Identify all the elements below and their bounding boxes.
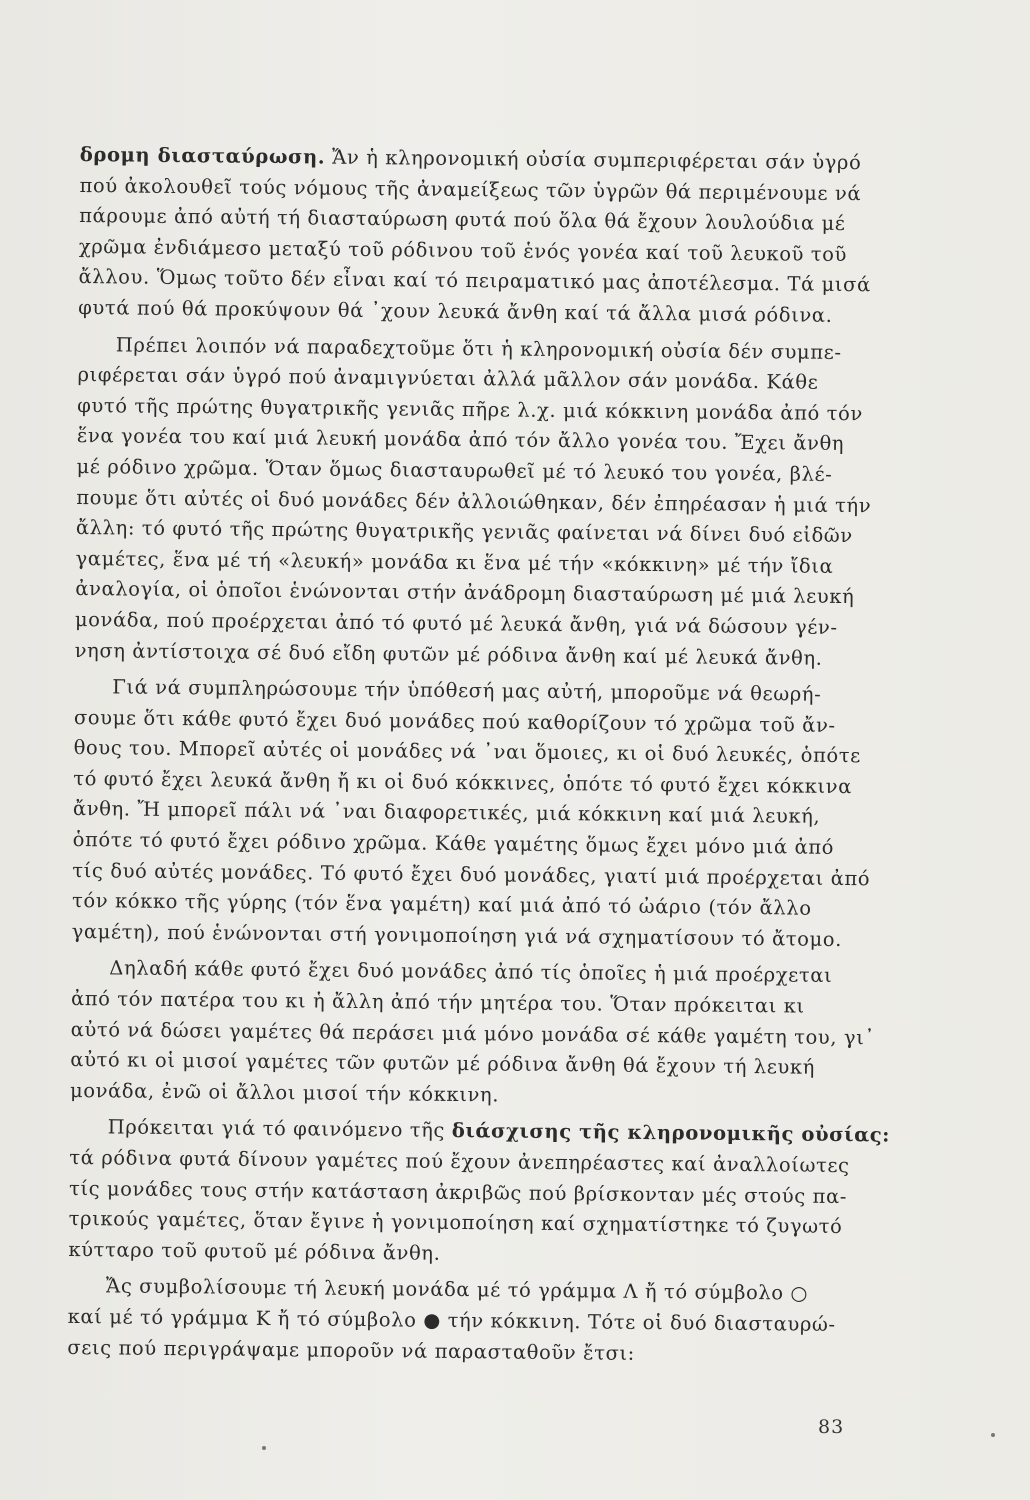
text-line: γαμέτη), πού ἑνώνονται στή γονιμοποίηση γιά νά σχηματίσουν τό ἄτομο. — [71, 919, 843, 951]
text-line: σουμε ὅτι κάθε φυτό ἔχει δυό μονάδες πού καθορίζουν τό χρῶμα τοῦ ἄν- — [73, 705, 836, 737]
page-number: 83 — [818, 1416, 845, 1438]
paragraph — [74, 330, 872, 675]
text-line: πάρουμε ἀπό αὐτή τή διασταύρωση φυτά πού ὅλα θά ἔχουν λουλούδια μέ — [79, 204, 846, 236]
text-line: μονάδα, πού προέρχεται ἀπό τό φυτό μέ λευκά ἄνθη, γιά νά δώσουν γέν- — [74, 607, 838, 639]
text-line: αὐτό νά δώσει γαμέτες θά περάσει μιά μόνο μονάδα σέ κάθε γαμέτη του, γι᾽ — [70, 1017, 875, 1049]
text-line: τόν κόκκο τῆς γύρης (τόν ἕνα γαμέτη) καί μιά ἀπό τό ὠάριο (τόν ἄλλο — [71, 889, 812, 920]
text-line: μονάδα, ἐνῶ οἱ ἄλλοι μισοί τήν κόκκινη. — [69, 1078, 500, 1107]
text-line: ἄνθη. Ἤ μπορεῖ πάλι νά ᾽ναι διαφορετικές, μιά κόκκινη καί μιά λευκή, — [72, 797, 821, 829]
text-line: τίς μονάδες τους στήν κατάσταση ἀκριβῶς πού βρίσκονταν μές στούς πα- — [68, 1176, 848, 1208]
text-line: ριφέρεται σάν ὑγρό πού ἀναμιγνύεται ἀλλά μᾶλλον σάν μονάδα. Κάθε — [77, 363, 819, 394]
text-line: τίς δυό αὐτές μονάδες. Τό φυτό ἔχει δυό μονάδες, γιατί μιά προέρχεται ἀπό — [72, 858, 871, 890]
text-line: τό φυτό ἔχει λευκά ἄνθη ἤ κι οἱ δυό κόκκινες, ὁπότε τό φυτό ἔχει κόκκινα — [73, 766, 853, 798]
paragraph — [69, 953, 875, 1114]
text-line: φυτά πού θά προκύψουν θά ᾽χουν λευκά ἄνθη καί τά ἄλλα μισά ρόδινα. — [78, 295, 833, 327]
text-line: Πρέπει λοιπόν νά παραδεχτοῦμε ὅτι ἡ κληρονομική οὐσία δέν συμπε- — [115, 332, 842, 364]
text-line: καί μέ τό γράμμα Κ ἤ τό σύμβολο ● τήν κόκκινη. Τότε οἱ δυό διασταυρώ- — [67, 1304, 836, 1336]
text-line: πουμε ὅτι αὐτές οἱ δυό μονάδες δέν ἀλλοιώθηκαν, δέν ἐπηρέασαν ἡ μιά τήν — [76, 485, 872, 517]
text-line: ἕνα γονέα του καί μιά λευκή μονάδα ἀπό τόν ἄλλο γονέα του. Ἔχει ἄνθη — [76, 424, 845, 456]
text-line: ὁπότε τό φυτό ἔχει ρόδινο χρῶμα. Κάθε γαμέτης ὅμως ἔχει μόνο μιά ἀπό — [72, 828, 835, 859]
text-line: ἀναλογία, οἱ ὁποῖοι ἑνώνονται στήν ἀνάδρομη διασταύρωση μέ μιά λευκή — [75, 577, 855, 609]
text-line: νηση ἀντίστοιχα σέ δυό εἴδη φυτῶν μέ ρόδινα ἄνθη καί μέ λευκά ἄνθη. — [74, 638, 823, 670]
text-line: μέ ρόδινο χρῶμα. Ὅταν ὅμως διασταυρωθεῖ μέ τό λευκό του γονέα, βλέ- — [76, 454, 833, 486]
text-line: σεις πού περιγράψαμε μποροῦν νά παρασταθοῦν ἔτσι: — [67, 1335, 635, 1365]
bold-term: δρομη διασταύρωση. — [79, 142, 326, 169]
text-line: κύτταρο τοῦ φυτοῦ μέ ρόδινα ἄνθη. — [68, 1237, 441, 1265]
bold-term: διάσχισης τῆς κληρονομικῆς οὐσίας: — [451, 1119, 891, 1147]
text-line: γαμέτες, ἕνα μέ τή «λευκή» μονάδα κι ἕνα μέ τήν «κόκκινη» μέ τήν ἴδια — [75, 546, 834, 578]
text-line: ἄλλη: τό φυτό τῆς πρώτης θυγατρικῆς γενιᾶς φαίνεται νά δίνει δυό εἰδῶν — [75, 516, 853, 548]
body-text — [67, 140, 891, 1377]
text-line: Δηλαδή κάθε φυτό ἔχει δυό μονάδες ἀπό τίς ὁποῖες ἡ μιά προέρχεται — [109, 956, 833, 988]
text-line: ἀπό τόν πατέρα του κι ἡ ἄλλη ἀπό τήν μητέρα του. Ὅταν πρόκειται κι — [70, 986, 805, 1018]
paragraph — [68, 1112, 891, 1273]
text-line: Ἄς συμβολίσουμε τή λευκή μονάδα μέ τό γράμμα Λ ἤ τό σύμβολο ○ — [105, 1274, 809, 1306]
text-run: Ἄν ἡ κληρονομική οὐσία συμπεριφέρεται σάν ὑγρό — [325, 145, 862, 175]
text-line: φυτό τῆς πρώτης θυγατρικῆς γενιᾶς πῆρε λ.χ. μιά κόκκινη μονάδα ἀπό τόν — [77, 393, 864, 425]
paragraph — [71, 672, 871, 956]
text-line: χρῶμα ἐνδιάμεσο μεταξύ τοῦ ρόδινου τοῦ ἑνός γονέα καί τοῦ λευκοῦ τοῦ — [78, 234, 848, 266]
scan-speck — [262, 1446, 266, 1450]
paragraph — [78, 140, 870, 332]
text-line: ἄλλου. Ὅμως τοῦτο δέν εἶναι καί τό πειραματικό μας ἀποτέλεσμα. Τά μισά — [78, 265, 871, 297]
text-line: τρικούς γαμέτες, ὅταν ἔγινε ἡ γονιμοποίηση καί σχηματίστηκε τό ζυγωτό — [68, 1207, 843, 1239]
text-line: πού ἀκολουθεῖ τούς νόμους τῆς ἀναμείξεως τῶν ὑγρῶν θά περιμένουμε νά — [79, 173, 862, 205]
text-run: Πρόκειται γιά τό φαινόμενο τῆς — [107, 1115, 452, 1143]
scan-speck — [991, 1433, 995, 1437]
text-line: τά ρόδινα φυτά δίνουν γαμέτες πού ἔχουν ἀνεπηρέαστες καί ἀναλλοίωτες — [69, 1145, 850, 1178]
text-line: θους του. Μπορεῖ αὐτές οἱ μονάδες νά ᾽ναι ὅμοιες, κι οἱ δυό λευκές, ὁπότε — [73, 736, 862, 768]
text-line: Γιά νά συμπληρώσουμε τήν ὑπόθεσή μας αὐτή, μποροῦμε νά θεωρή- — [112, 675, 822, 706]
text-line: αὐτό κι οἱ μισοί γαμέτες τῶν φυτῶν μέ ρόδινα ἄνθη θά ἔχουν τή λευκή — [70, 1048, 816, 1079]
paragraph — [67, 1271, 858, 1371]
